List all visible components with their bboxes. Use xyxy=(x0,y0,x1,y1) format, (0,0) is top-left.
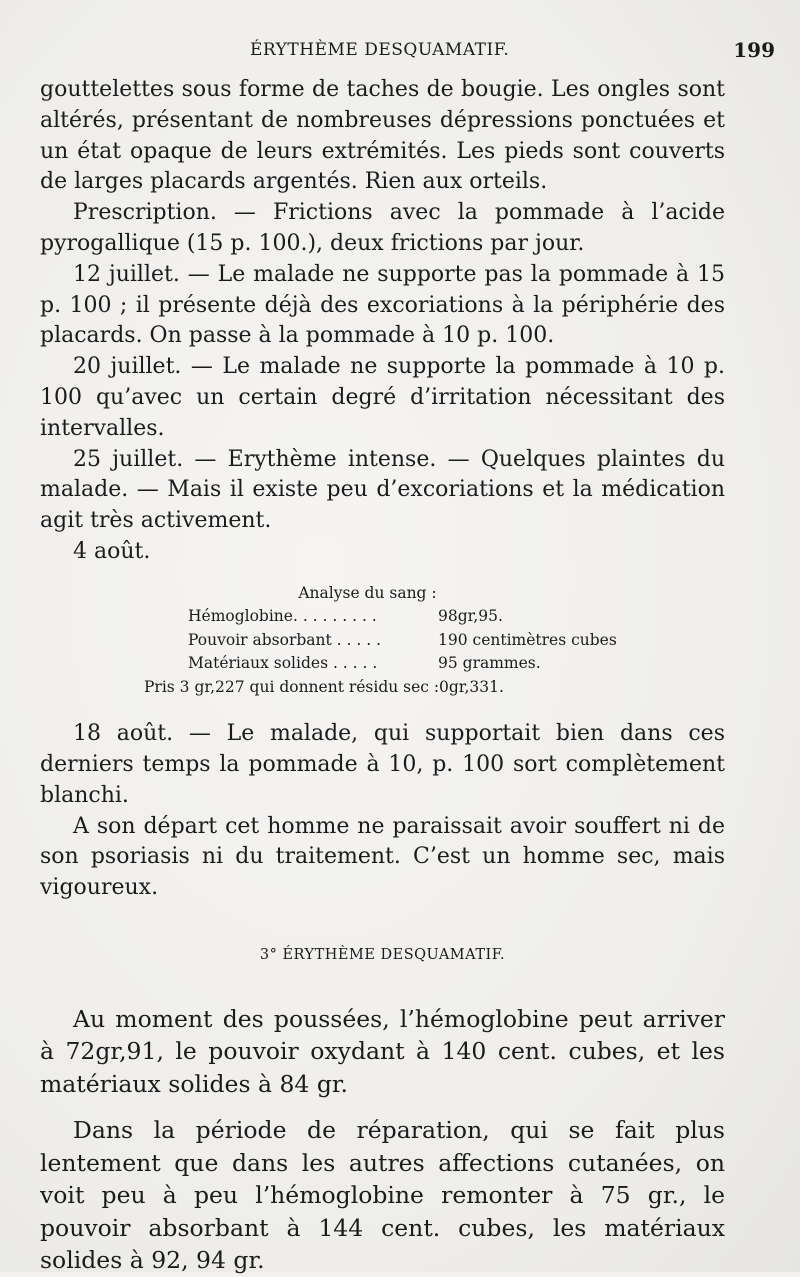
analysis-value: 95 grammes. xyxy=(438,654,541,673)
analysis-label: Matériaux solides . . . . . xyxy=(188,654,378,673)
analysis-row xyxy=(40,652,725,676)
paragraph: gouttelettes sous forme de taches de bougie. Les ongles sont altérés, présentant de nombreuses dépressions ponctuées et un état opaque de leurs extrémités. Les pieds sont couverts de larges placards argentés. Rien aux orteils. xyxy=(40,77,725,195)
page-number: 199 xyxy=(733,38,775,62)
running-title: ÉRYTHÈME DESQUAMATIF. xyxy=(250,40,510,60)
analysis-value: 98gr,95. xyxy=(438,607,503,626)
analysis-label: Pouvoir absorbant . . . . . xyxy=(188,630,382,649)
blood-analysis-table xyxy=(40,582,725,700)
analysis-price-label: Pris 3 gr,227 qui donnent résidu sec : xyxy=(144,677,440,696)
paragraph: Au moment des poussées, l’hémoglobine peut arriver à 72gr,91, le pouvoir oxydant à 140 cent. cubes, et les matériaux solides à 84 gr. xyxy=(40,1004,725,1098)
section-heading: 3° ÉRYTHÈME DESQUAMATIF. xyxy=(259,947,506,964)
analysis-title: Analyse du sang : xyxy=(298,583,437,602)
paragraph: 12 juillet. — Le malade ne supporte pas la pommade à 15 p. 100 ; il présente déjà des excoriations à la périphérie des placards. On passe à la pommade à 10 p. 100. xyxy=(40,261,725,349)
analysis-row xyxy=(40,629,725,653)
paragraph: 18 août. — Le malade, qui supportait bien dans ces derniers temps la pommade à 10, p. 100 sort complètement blanchi. xyxy=(40,721,725,808)
paragraph: Prescription. — Frictions avec la pommade à l’acide pyrogallique (15 p. 100.), deux frictions par jour. xyxy=(40,200,725,256)
analysis-price-row xyxy=(40,676,725,700)
paragraph: Dans la période de réparation, qui se fait plus lentement que dans les autres affections cutanées, on voit peu à peu l’hémoglobine remonter à 75 gr., le pouvoir absorbant à 144 cent. cubes, les matériaux solides à 92, 94 gr. xyxy=(40,1116,725,1275)
section-body xyxy=(40,1003,725,1277)
page-body xyxy=(40,75,725,1277)
paragraph: 25 juillet. — Erythème intense. — Quelques plaintes du malade. — Mais il existe peu d’excoriations et la médication agit très activement. xyxy=(40,446,725,534)
paragraph: 20 juillet. — Le malade ne supporte la pommade à 10 p. 100 qu’avec un certain degré d’irritation nécessitant des intervalles. xyxy=(40,354,725,441)
paragraph: 4 août. xyxy=(73,538,151,564)
analysis-price-value: 0gr,331. xyxy=(439,677,504,696)
page-header xyxy=(40,38,775,62)
analysis-row xyxy=(40,605,725,629)
paragraph: A son départ cet homme ne paraissait avoir souffert ni de son psoriasis ni du traitement. C’est un homme sec, mais vigoureux. xyxy=(40,813,725,901)
analysis-value: 190 centimètres cubes xyxy=(438,630,617,649)
analysis-label: Hémoglobine. . . . . . . . . xyxy=(188,607,377,626)
